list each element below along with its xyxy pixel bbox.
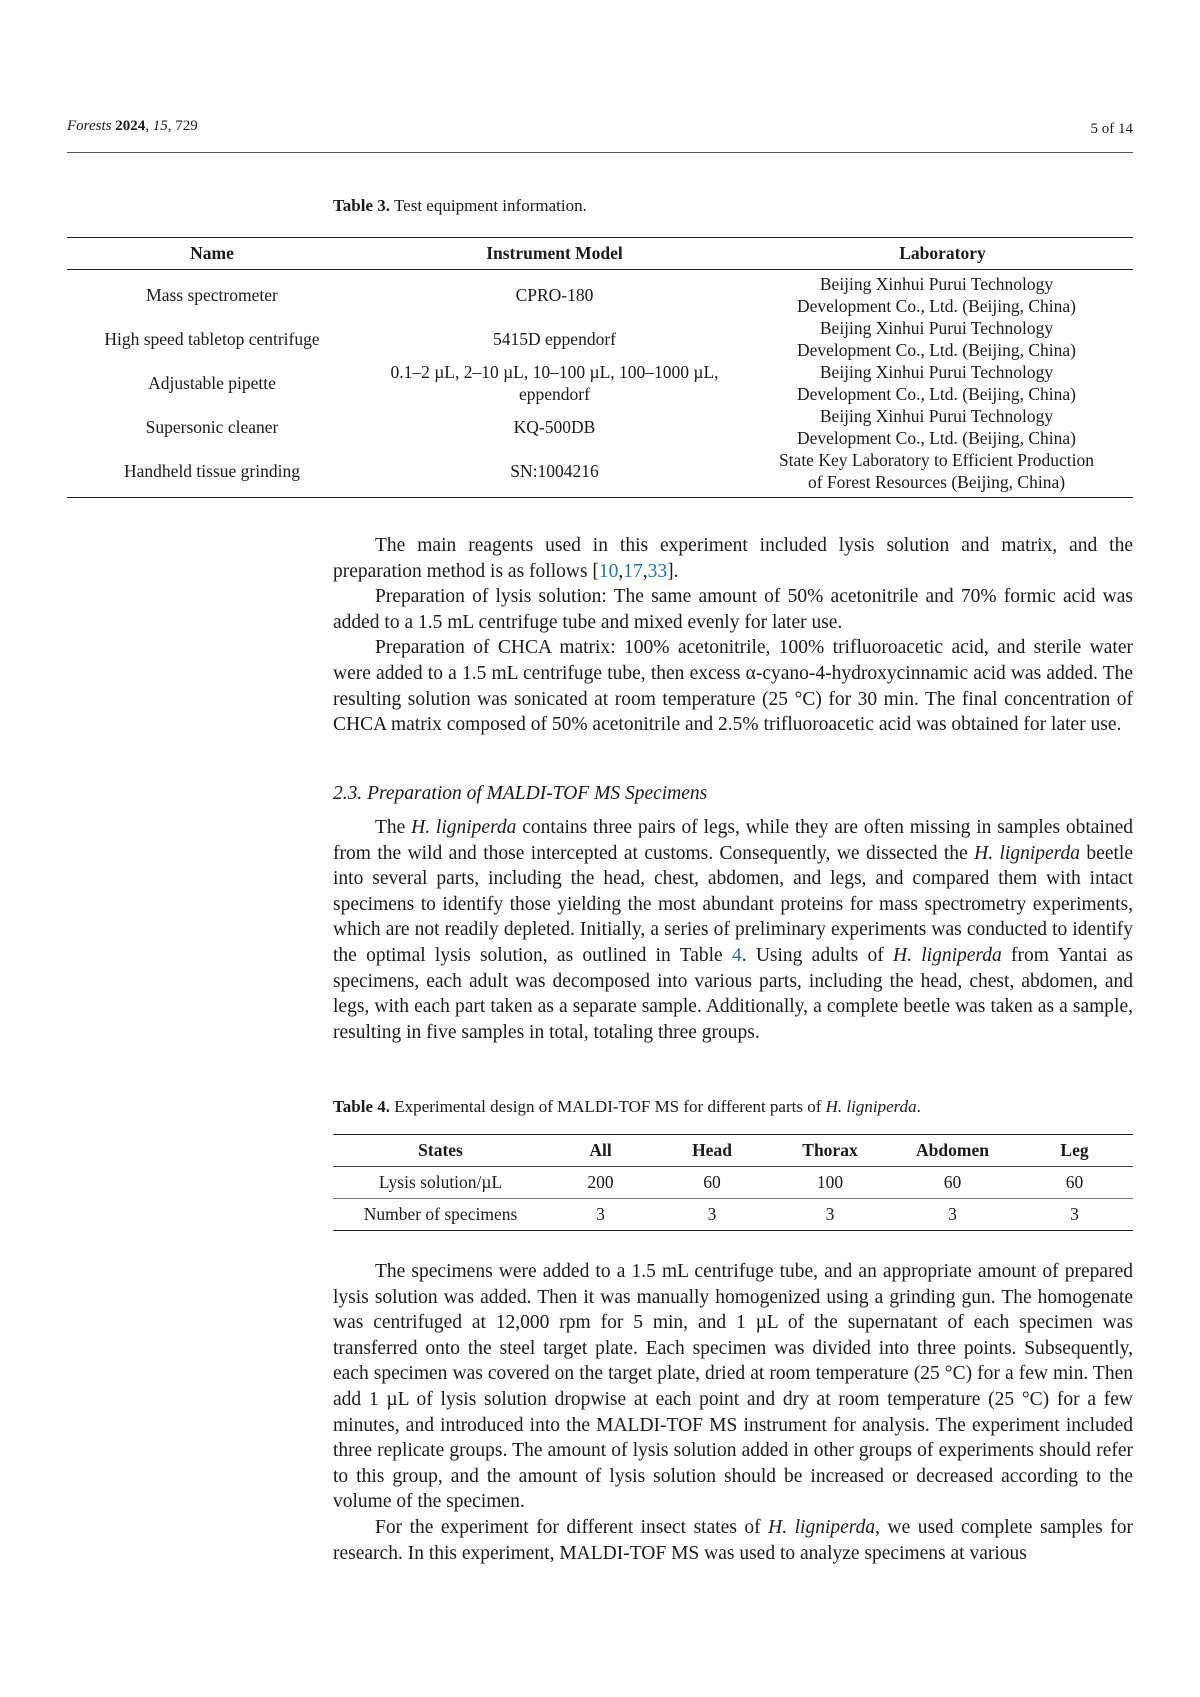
paragraph: The specimens were added to a 1.5 mL centrifuge tube, and an appropriate amount of prepared lysis solution was added. Then it was manually homogenized using a grinding gun. The homogenate was centrifuged at 12,000 rpm for 5 min, and 1 µL of the supernatant of each specimen was transferred onto the steel target plate. Each specimen was divided into three points. Subsequently, each specimen was covered on the target plate, dried at room temperature (25 °C) for a few min. Then add 1 µL of lysis solution dropwise at each point and dry at room temperature (25 °C) for a few minutes, and introduced into the MALDI-TOF MS instrument for analysis. The experiment included three replicate groups. The amount of lysis solution added in other groups of experiments should refer to this group, and the amount of lysis solution should be increased or decreased according to the volume of the specimen. [333,1261,1133,1513]
laboratory: State Key Laboratory to Efficient Production of Forest Resources (Beijing, China) [778,450,1095,492]
table-row [67,405,1133,449]
table-row [333,1199,1133,1231]
table-cell: 60 [653,1167,771,1199]
species-name: H. ligniperda [411,817,517,838]
instrument-model: SN:1004216 [510,461,599,481]
row-label: Lysis solution/µL [333,1167,548,1199]
column-header: Head [653,1135,771,1167]
paragraph: Preparation of CHCA matrix: 100% acetonitrile, 100% trifluoroacetic acid, and sterile water were added to a 1.5 mL centrifuge tube, then excess α-cyano-4-hydroxycinnamic acid was added. The resulting solution was sonicated at room temperature (25 °C) for 30 min. The final concentration of CHCA matrix composed of 50% acetonitrile and 2.5% trifluoroacetic acid was obtained for later use. [333,637,1133,736]
table-row [67,449,1133,498]
table-cell: 60 [1016,1167,1133,1199]
paragraph: Preparation of lysis solution: The same amount of 50% acetonitrile and 70% formic acid was added to a 1.5 mL centrifuge tube and mixed evenly for later use. [333,586,1133,633]
table-row [67,361,1133,405]
methods-text-2 [333,815,1133,1045]
table-cell: 200 [548,1167,653,1199]
column-header: States [333,1135,548,1167]
equipment-name: High speed tabletop centrifuge [104,329,320,349]
table-header-row [333,1135,1133,1167]
species-name: H. ligniperda [768,1516,876,1538]
column-header: Abdomen [889,1135,1016,1167]
equipment-name: Mass spectrometer [146,285,278,305]
equipment-name: Adjustable pipette [148,373,276,393]
column-header: All [548,1135,653,1167]
table-cell: 3 [825,1204,835,1224]
species-name: H. ligniperda [893,944,1002,966]
laboratory: Beijing Xinhui Purui Technology Development Co., Ltd. (Beijing, China) [797,362,1076,404]
table-row [67,317,1133,361]
page-number: 5 of 14 [1090,121,1133,137]
page-header [67,118,1133,142]
instrument-model: 0.1–2 µL, 2–10 µL, 10–100 µL, 100–1000 µL, eppendorf [390,362,719,404]
table-cell: 100 [771,1167,889,1199]
section-heading: 2.3. Preparation of MALDI-TOF MS Specimens [333,783,708,804]
methods-text-1 [333,533,1133,738]
laboratory: Beijing Xinhui Purui Technology Development Co., Ltd. (Beijing, China) [797,318,1076,360]
column-header: Leg [1016,1135,1133,1167]
equipment-table [67,237,1133,498]
citation-link[interactable]: 10 [598,560,619,582]
instrument-model: 5415D eppendorf [493,329,616,349]
citation-link[interactable]: 33 [647,560,668,582]
paragraph: The H. ligniperda contains three pairs of legs, while they are often missing in samples obtained from the wild and those intercepted at customs. Consequently, we dissected the H. ligniperda beetle into several parts, including the head, chest, abdomen, and legs, and compared them with intact specimens to identify those yielding the most abundant proteins for mass spectrometry experiments, which are not readily depleted. Initially, a series of preliminary experiments was conducted to identify the optimal lysis solution, as outlined in Table 4. Using adults of H. ligniperda from Yantai as specimens, each adult was decomposed into various parts, including the head, chest, abdomen, and legs, with each part taken as a separate sample. Additionally, a complete beetle was taken as a sample, resulting in five samples in total, totaling three groups. [333,817,1134,1043]
paragraph: For the experiment for different insect states of H. ligniperda, we used complete samples for research. In this experiment, MALDI-TOF MS was used to analyze specimens at various [333,1516,1134,1564]
column-header: Thorax [771,1135,889,1167]
laboratory: Beijing Xinhui Purui Technology Development Co., Ltd. (Beijing, China) [797,406,1076,448]
row-label: Number of specimens [363,1204,518,1224]
column-header: Laboratory [752,238,1133,270]
table3-caption: Table 3. Test equipment information. [333,196,587,215]
equipment-name: Supersonic cleaner [145,417,279,437]
table-row [67,270,1133,318]
table-cell: 3 [1070,1204,1079,1224]
journal-citation: Forests 2024, 15, 729 [67,118,198,134]
column-header: Name [67,238,357,270]
instrument-model: CPRO-180 [515,285,594,305]
experimental-design-table [333,1134,1133,1231]
table-cell: 3 [707,1204,717,1224]
species-name: H. ligniperda [974,842,1081,864]
header-divider [67,152,1133,153]
table-cell: 3 [596,1204,605,1224]
table-header-row [67,238,1133,270]
instrument-model: KQ-500DB [513,417,596,437]
table-row [333,1167,1133,1199]
column-header: Instrument Model [357,238,752,270]
laboratory: Beijing Xinhui Purui Technology Development Co., Ltd. (Beijing, China) [797,274,1076,316]
citation-link[interactable]: 17 [623,560,643,582]
table-cell: 3 [948,1204,957,1224]
table4-caption: Table 4. Experimental design of MALDI-TOF MS for different parts of H. ligniperda. [333,1097,921,1116]
methods-text-3 [333,1259,1133,1566]
paragraph: The main reagents used in this experiment included lysis solution and matrix, and the preparation method is as follows [10,17,33]. [333,535,1133,582]
equipment-name: Handheld tissue grinding [124,461,300,481]
table-reference-link[interactable]: 4 [731,944,742,966]
table-cell: 60 [889,1167,1016,1199]
